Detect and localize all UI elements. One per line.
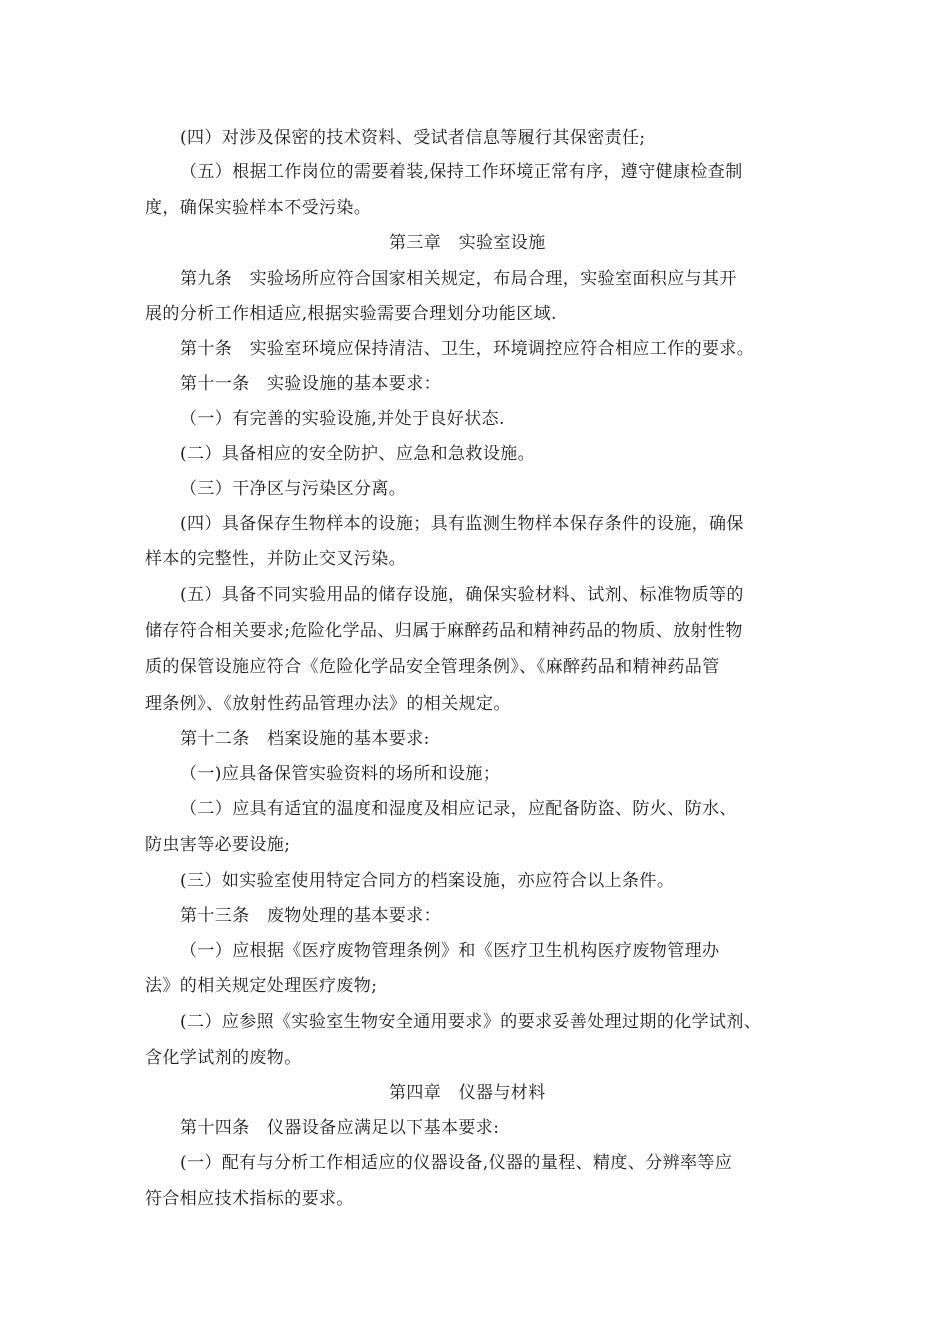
article-12-heading: 第十二条 档案设施的基本要求: [180, 729, 430, 749]
para-line-4-confidentiality: (四）对涉及保密的技术资料、受试者信息等履行其保密责任; [180, 128, 646, 148]
article-11-item-4-line-2: 样本的完整性，并防止交叉污染。 [145, 549, 406, 569]
article-13-item-2-line-2: 含化学试剂的废物。 [145, 1048, 302, 1068]
article-11-item-2: (二）具备相应的安全防护、应急和急救设施。 [180, 444, 536, 464]
article-11-item-5-line-1: (五）具备不同实验用品的储存设施，确保实验材料、试剂、标准物质等的 [180, 585, 744, 605]
article-11-item-5-line-2: 储存符合相关要求;危险化学品、归属于麻醉药品和精神药品的物质、放射性物 [145, 621, 743, 641]
article-9-line-1: 第九条 实验场所应符合国家相关规定，布局合理，实验室面积应与其开 [180, 269, 737, 289]
article-11-item-5-line-3: 质的保管设施应符合《危险化学品安全管理条例》、《麻醉药品和精神药品管 [145, 657, 720, 677]
article-12-item-2-line-1: （二）应具有适宜的温度和湿度及相应记录，应配备防盗、防火、防水、 [180, 799, 737, 819]
article-13-item-1-line-1: （一）应根据《医疗废物管理条例》和《医疗卫生机构医疗废物管理办 [180, 941, 720, 961]
chapter-heading-3: 第三章 实验室设施 [389, 233, 546, 253]
article-12-item-3: (三）如实验室使用特定合同方的档案设施，亦应符合以上条件。 [180, 871, 675, 891]
article-13-heading: 第十三条 废物处理的基本要求： [180, 906, 441, 926]
article-9-line-2: 展的分析工作相适应,根据实验需要合理划分功能区域. [145, 304, 557, 324]
para-line-5-attire: （五）根据工作岗位的需要着装,保持工作环境正常有序，遵守健康检查制 [180, 162, 743, 182]
article-11-item-3: （三）干净区与污染区分离。 [180, 479, 407, 499]
article-10: 第十条 实验室环境应保持清洁、卫生，环境调控应符合相应工作的要求。 [180, 339, 755, 359]
article-11-item-5-line-4: 理条例》、《放射性药品管理办法》的相关规定。 [145, 694, 511, 714]
article-11-item-4-line-1: (四）具备保存生物样本的设施；具有监测生物样本保存条件的设施，确保 [180, 514, 744, 534]
article-11-item-1: （一）有完善的实验设施,并处于良好状态. [180, 409, 505, 429]
article-14-item-1-line-2: 符合相应技术指标的要求。 [145, 1189, 354, 1209]
article-14-heading: 第十四条 仪器设备应满足以下基本要求: [180, 1118, 500, 1138]
para-line-5-attire-cont: 度，确保实验样本不受污染。 [145, 198, 372, 218]
article-12-item-2-line-2: 防虫害等必要设施; [145, 835, 291, 855]
article-12-item-1: （一)应具备保管实验资料的场所和设施； [180, 764, 501, 784]
article-13-item-1-line-2: 法》的相关规定处理医疗废物; [145, 976, 378, 996]
article-11-heading: 第十一条 实验设施的基本要求： [180, 374, 441, 394]
article-13-item-2-line-1: (二）应参照《实验室生物安全通用要求》的要求妥善处理过期的化学试剂、 [180, 1012, 762, 1032]
chapter-heading-4: 第四章 仪器与材料 [389, 1083, 546, 1103]
article-14-item-1-line-1: (一）配有与分析工作相适应的仪器设备,仪器的量程、精度、分辨率等应 [180, 1153, 733, 1173]
